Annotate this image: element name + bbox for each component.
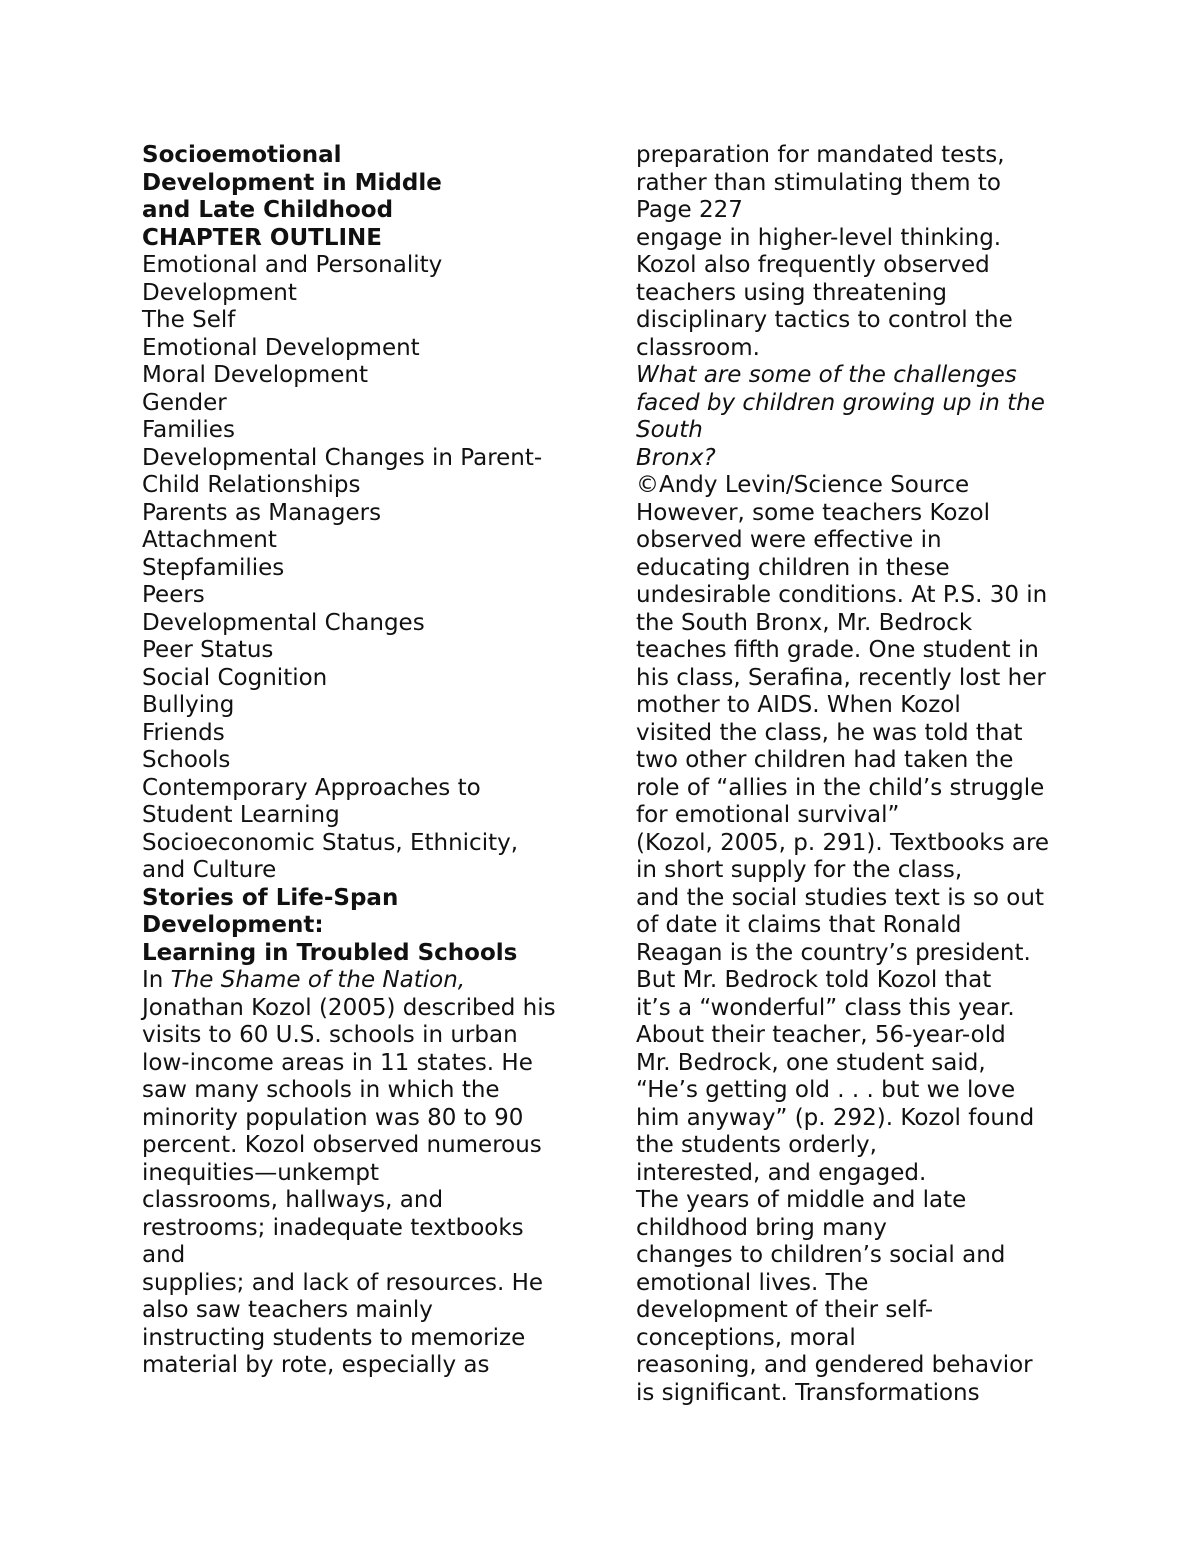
right-text-column	[636, 142, 1076, 1407]
text-line: of date it claims that Ronald	[636, 912, 962, 938]
text-line: Mr. Bedrock, one student said,	[636, 1049, 986, 1076]
text-line: undesirable conditions. At P.S. 30 in	[636, 582, 1048, 608]
text-line: instructing students to memorize	[142, 1324, 526, 1351]
text-line: it’s a “wonderful” class this year.	[636, 994, 1015, 1021]
text-line: supplies; and lack of resources. He	[142, 1269, 544, 1296]
text-line: Emotional Development	[142, 334, 420, 361]
text-line: Peers	[142, 582, 205, 608]
text-line: material by rote, especially as	[142, 1352, 490, 1378]
text-line: teachers using threatening	[636, 279, 947, 306]
text-line: Development in Middle	[142, 169, 442, 196]
text-line: the students orderly,	[636, 1132, 877, 1158]
text-line: and Culture	[142, 857, 277, 883]
text-line: childhood bring many	[636, 1214, 887, 1241]
text-line: (Kozol, 2005, p. 291). Textbooks are	[636, 829, 1050, 856]
text-line: Peer Status	[142, 637, 274, 663]
text-line: Parents as Managers	[142, 499, 382, 526]
text-line: rather than stimulating them to	[636, 169, 1001, 196]
text-line: conceptions, moral	[636, 1324, 856, 1351]
text-line: “He’s getting old . . . but we love	[636, 1077, 1016, 1103]
text-line: Learning in Troubled Schools	[142, 939, 518, 966]
text-line: restrooms; inadequate textbooks	[142, 1214, 524, 1241]
text-line: educating children in these	[636, 554, 950, 581]
text-line	[142, 967, 582, 995]
text-line: Socioemotional	[142, 142, 342, 168]
text-line: Gender	[142, 389, 227, 416]
text-line: him anyway” (p. 292). Kozol found	[636, 1104, 1035, 1131]
text-line: classroom.	[636, 334, 760, 361]
text-line: development of their self-	[636, 1297, 934, 1323]
text-line: mother to AIDS. When Kozol	[636, 692, 961, 718]
text-line: the South Bronx, Mr. Bedrock	[636, 609, 973, 636]
text-line: for emotional survival”	[636, 802, 900, 828]
left-text-column	[142, 142, 582, 1380]
text-line: interested, and engaged.	[636, 1159, 927, 1186]
text-line: Social Cognition	[142, 664, 328, 691]
text-line: disciplinary tactics to control the	[636, 307, 1013, 333]
text-line: Attachment	[142, 527, 277, 553]
text-line: Page 227	[636, 197, 743, 223]
text-line: Kozol also frequently observed	[636, 252, 990, 278]
text-line: faced by children growing up in the	[636, 389, 1045, 416]
text-line: Developmental Changes in Parent-	[142, 444, 543, 471]
text-line: Bullying	[142, 692, 235, 718]
text-line: percent. Kozol observed numerous	[142, 1132, 542, 1158]
text-line: Emotional and Personality	[142, 252, 443, 278]
text-line: two other children had taken the	[636, 747, 1014, 773]
text-line: Moral Development	[142, 362, 369, 388]
text-line: South	[636, 417, 703, 443]
text-line: visits to 60 U.S. schools in urban	[142, 1022, 518, 1048]
text-line: changes to children’s social and	[636, 1242, 1006, 1268]
text-line: Developmental Changes	[142, 609, 425, 636]
text-line: Student Learning	[142, 802, 340, 828]
text-line: low-income areas in 11 states. He	[142, 1049, 533, 1076]
text-line: Child Relationships	[142, 472, 361, 498]
text-line: classrooms, hallways, and	[142, 1187, 444, 1213]
text-line: But Mr. Bedrock told Kozol that	[636, 967, 992, 993]
text-line: ©Andy Levin/Science Source	[636, 472, 970, 498]
text-line: Stories of Life-Span	[142, 884, 399, 911]
text-line: Development	[142, 279, 297, 306]
text-line: The Self	[142, 307, 236, 333]
text-line: observed were effective in	[636, 527, 942, 553]
text-line: Socioeconomic Status, Ethnicity,	[142, 829, 519, 856]
text-line: Contemporary Approaches to	[142, 774, 481, 801]
text-line: emotional lives. The	[636, 1269, 869, 1296]
text-line: CHAPTER OUTLINE	[142, 224, 382, 251]
text-line: is significant. Transformations	[636, 1379, 980, 1406]
text-line: minority population was 80 to 90	[142, 1104, 524, 1131]
text-line: preparation for mandated tests,	[636, 142, 1005, 168]
text-line: teaches fifth grade. One student in	[636, 637, 1039, 663]
text-line: What are some of the challenges	[636, 362, 1017, 388]
text-line: visited the class, he was told that	[636, 719, 1023, 746]
text-segment: The Shame of the Nation,	[170, 967, 466, 993]
text-line: and	[142, 1242, 186, 1268]
text-line: in short supply for the class,	[636, 857, 963, 883]
text-line: Stepfamilies	[142, 554, 285, 581]
text-line: engage in higher-level thinking.	[636, 224, 1002, 251]
text-line: Friends	[142, 719, 225, 746]
text-line: However, some teachers Kozol	[636, 499, 991, 526]
text-line: and Late Childhood	[142, 197, 394, 223]
text-line: Bronx?	[636, 444, 716, 471]
text-line: inequities—unkempt	[142, 1159, 380, 1186]
text-line: saw many schools in which the	[142, 1077, 500, 1103]
text-line: role of “allies in the child’s struggle	[636, 774, 1045, 801]
text-line: Families	[142, 417, 235, 443]
text-line: About their teacher, 56-year-old	[636, 1022, 1006, 1048]
text-line: reasoning, and gendered behavior	[636, 1352, 1033, 1378]
text-line: Jonathan Kozol (2005) described his	[142, 994, 556, 1021]
text-line: Schools	[142, 747, 231, 773]
text-line: also saw teachers mainly	[142, 1297, 433, 1323]
text-line: and the social studies text is so out	[636, 884, 1044, 911]
text-line: Reagan is the country’s president.	[636, 939, 1031, 966]
text-line: Development:	[142, 912, 324, 938]
text-segment: In	[142, 967, 171, 993]
text-line: The years of middle and late	[636, 1187, 967, 1213]
text-line: his class, Serafina, recently lost her	[636, 664, 1046, 691]
